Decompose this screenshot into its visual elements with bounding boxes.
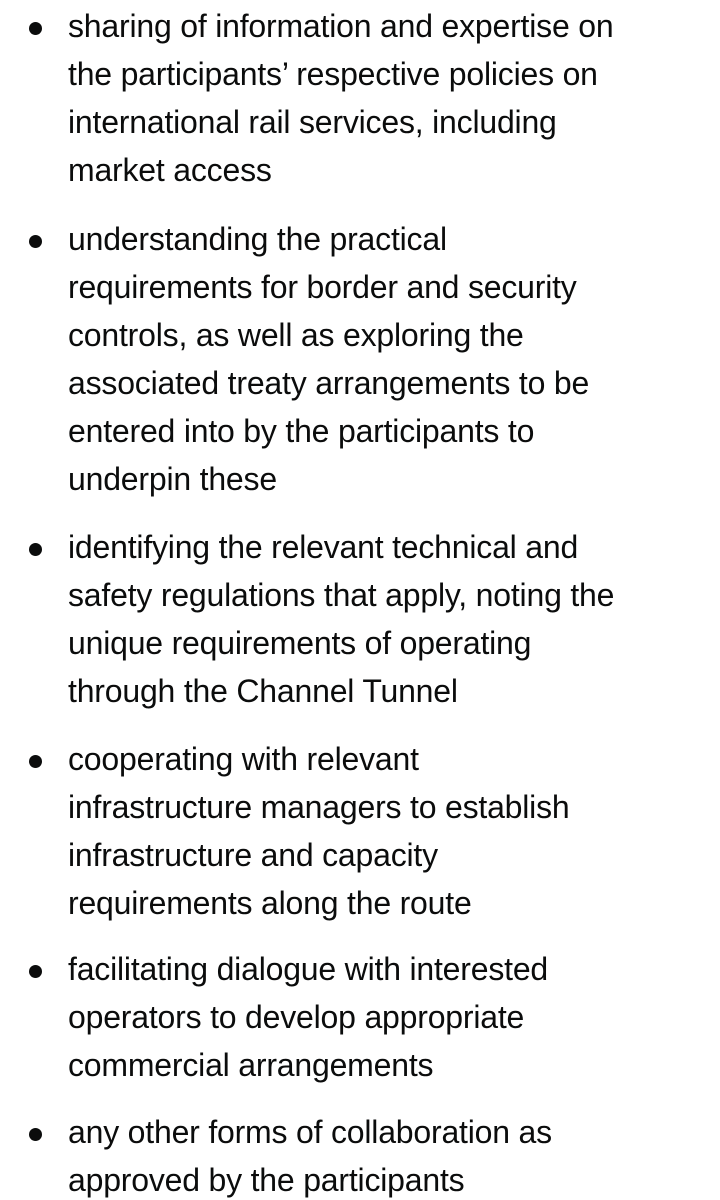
bullet-icon [29, 755, 42, 768]
list-item-text: any other forms of collaboration as approved by the participants [68, 1114, 552, 1198]
bullet-icon [29, 965, 42, 978]
list-item-text: identifying the relevant technical and safety regulations that apply, noting the unique requirements of operating through the Channel Tunnel [68, 529, 615, 709]
list-item-text: cooperating with relevant infrastructure managers to establish infrastructure and capacity requirements along the route [68, 741, 570, 921]
bullet-icon [29, 22, 42, 35]
bullet-icon [29, 1128, 42, 1141]
bullet-icon [29, 543, 42, 556]
bullet-icon [29, 235, 42, 248]
list-item-text: facilitating dialogue with interested operators to develop appropriate commercial arrangements [68, 951, 549, 1083]
list-item-text: sharing of information and expertise on the participants’ respective policies on international rail services, including market access [68, 8, 614, 188]
list-item-text: understanding the practical requirements for border and security controls, as well as exploring the associated treaty arrangements to be entered into by the participants to underpin these [68, 221, 590, 497]
